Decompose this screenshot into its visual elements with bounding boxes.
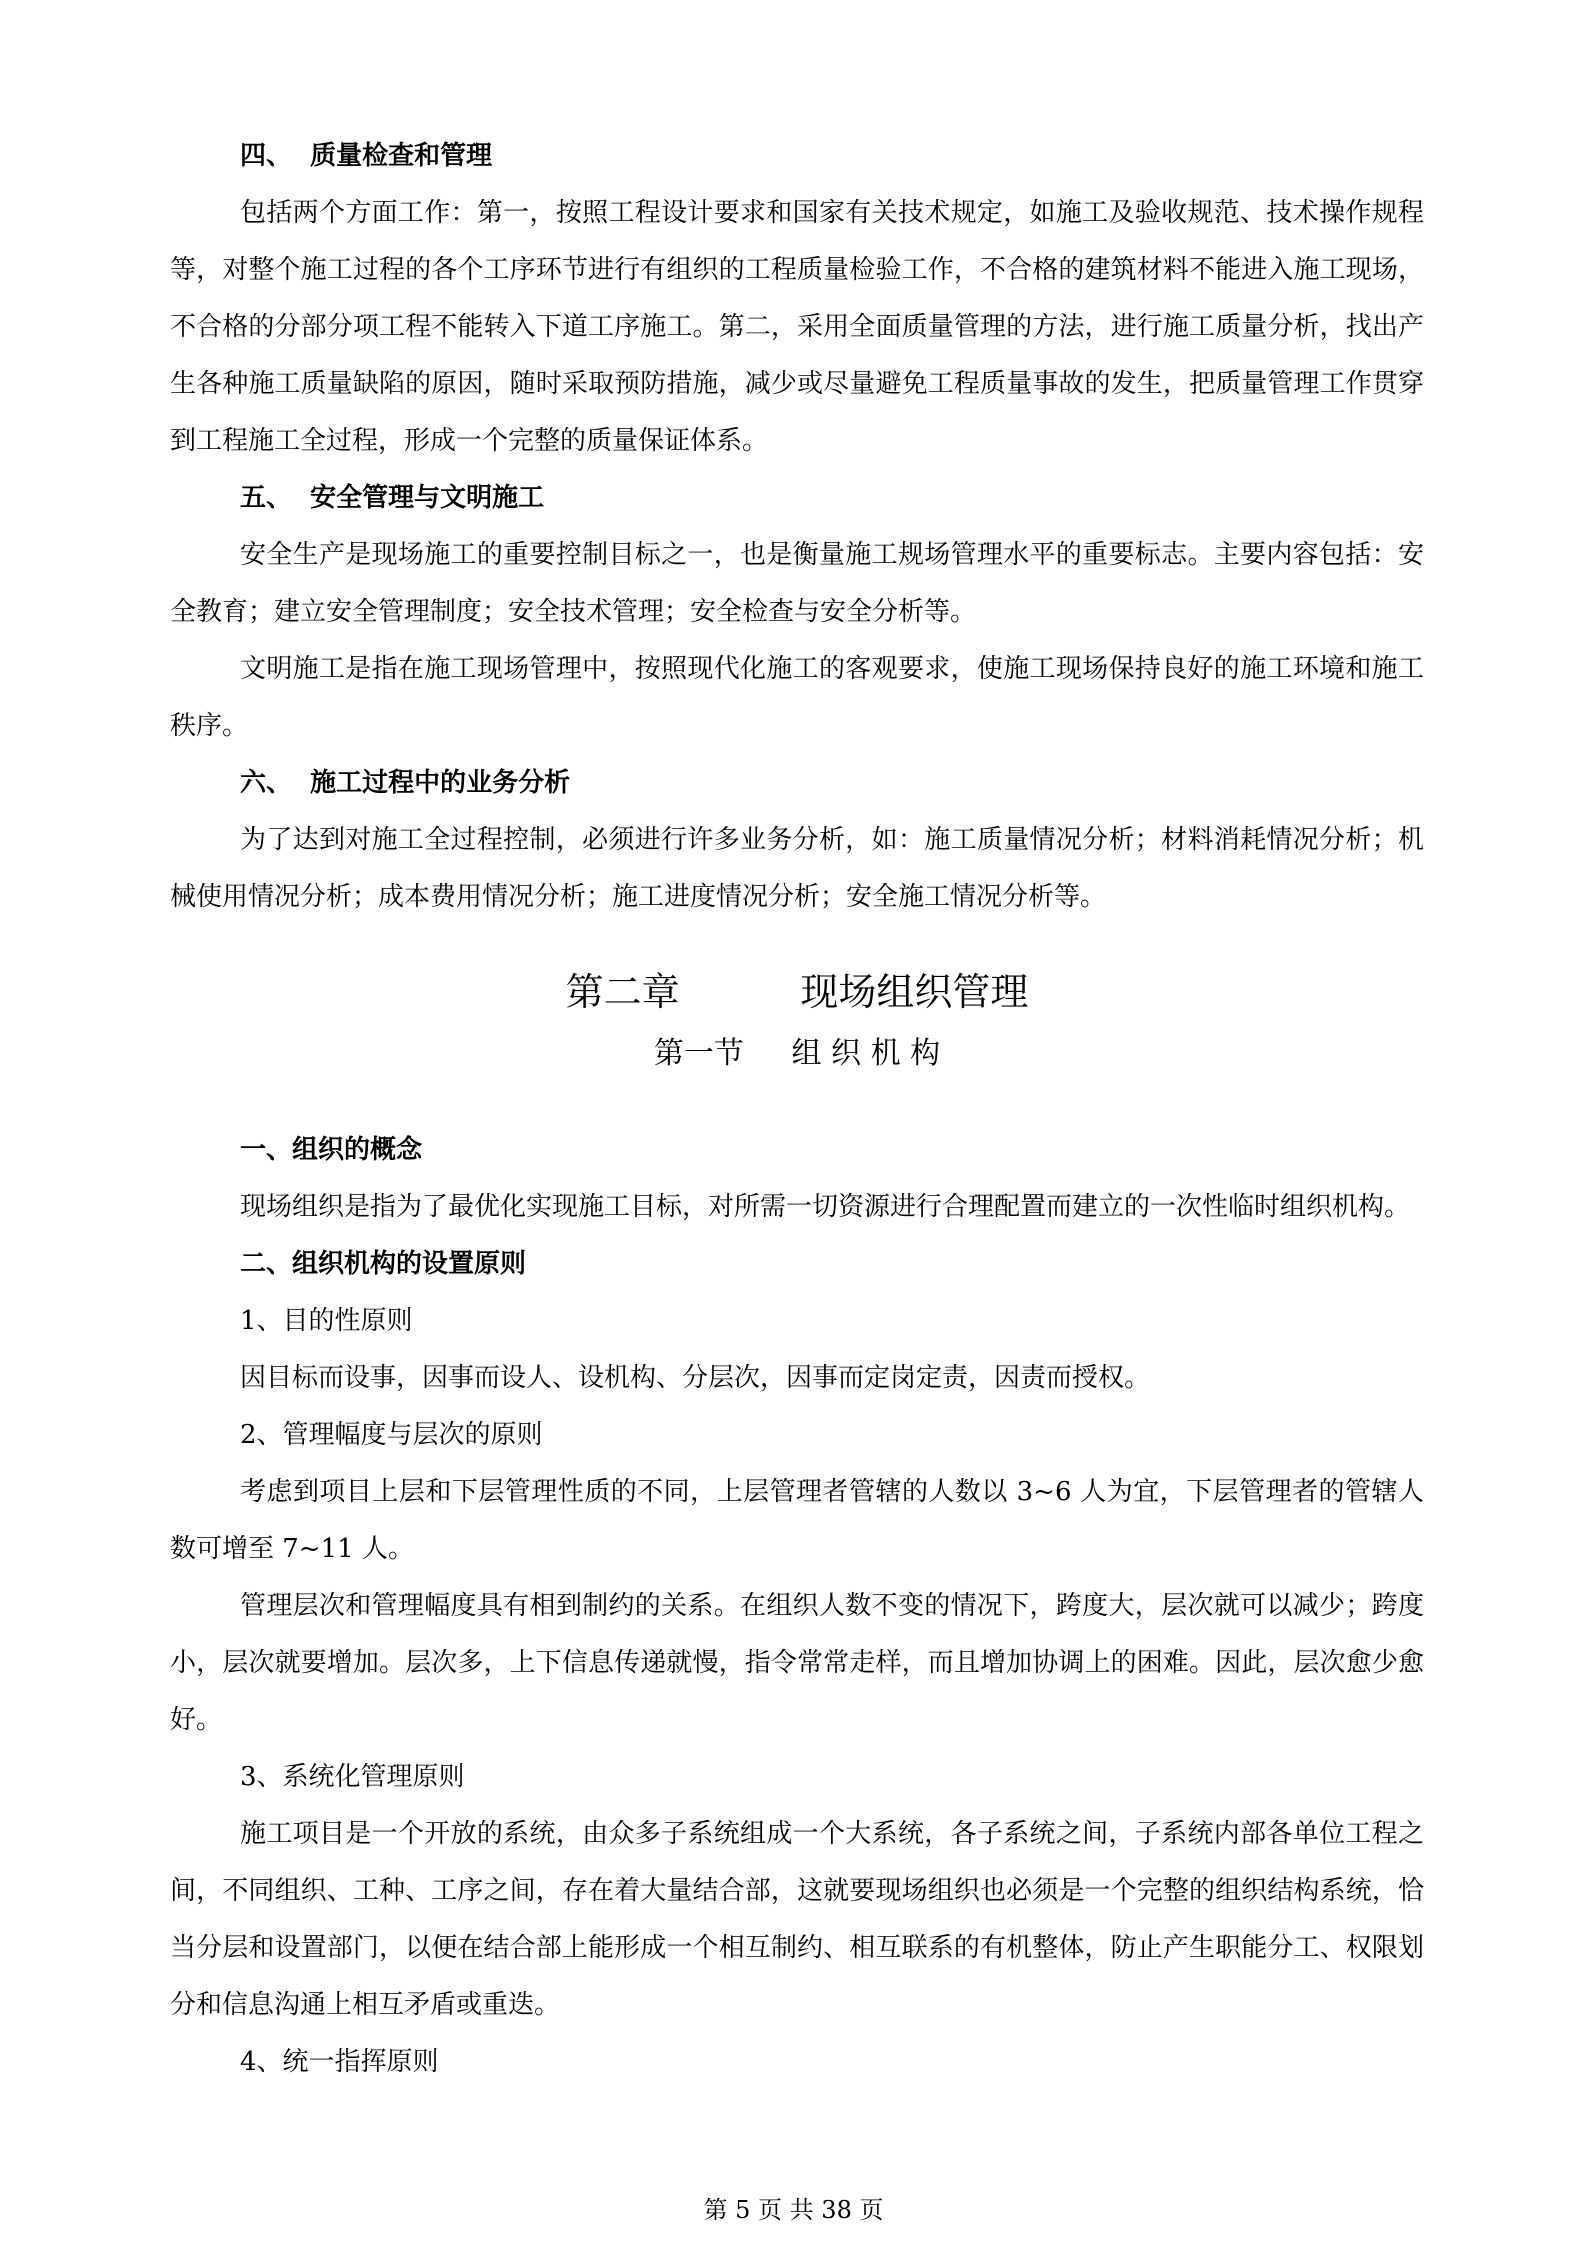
subheading-unified-command: 4、统一指挥原则 [240,2047,439,2077]
paragraph-civilized-construction: 文明施工是指在施工现场管理中，按照现代化施工的客观要求，使施工现场保持良好的施工环境和施工秩序。 [170,654,1424,741]
paragraph-system-principle: 施工项目是一个开放的系统，由众多子系统组成一个大系统，各子系统之间，子系统内部各单位工程之间，不同组织、工种、工序之间，存在着大量结合部，这就要现场组织也必须是一个完整的组织结构系统，恰当分层和设置部门，以便在结合部上能形成一个相互制约、相互联系的有机整体，防止产生职能分工、权限划分和信息沟通上相互矛盾或重迭。 [170,1819,1424,2020]
paragraph-business-analysis: 为了达到对施工全过程控制，必须进行许多业务分析，如：施工质量情况分析；材料消耗情况分析；机械使用情况分析；成本费用情况分析；施工进度情况分析；安全施工情况分析等。 [170,825,1424,912]
subheading-system-principle: 3、系统化管理原则 [240,1762,465,1792]
section-title: 第一节 组 织 机 构 [653,1036,941,1071]
heading-business-analysis: 六、 施工过程中的业务分析 [240,768,571,798]
paragraph-safety-production: 安全生产是现场施工的重要控制目标之一，也是衡量施工规场管理水平的重要标志。主要内容包括：安全教育；建立安全管理制度；安全技术管理；安全检查与安全分析等。 [170,540,1424,627]
subheading-span-level-principle: 2、管理幅度与层次的原则 [240,1420,543,1450]
chapter-title: 第二章 现场组织管理 [565,970,1029,1014]
heading-org-concept: 一、组织的概念 [240,1135,423,1165]
paragraph-purpose-principle: 因目标而设事，因事而设人、设机构、分层次，因事而定岗定责，因责而授权。 [240,1363,1151,1393]
subheading-purpose-principle: 1、目的性原则 [240,1306,413,1336]
heading-quality-inspection: 四、 质量检查和管理 [240,141,493,171]
page-footer: 第 5 页 共 38 页 [703,2196,884,2224]
heading-safety-management: 五、 安全管理与文明施工 [240,483,545,513]
paragraph-quality-inspection: 包括两个方面工作：第一，按照工程设计要求和国家有关技术规定，如施工及验收规范、技术操作规程等，对整个施工过程的各个工序环节进行有组织的工程质量检验工作，不合格的建筑材料不能进入施工现场，不合格的分部分项工程不能转入下道工序施工。第二，采用全面质量管理的方法，进行施工质量分析，找出产生各种施工质量缺陷的原因，随时采取预防措施，减少或尽量避免工程质量事故的发生，把质量管理工作贯穿到工程施工全过程，形成一个完整的质量保证体系。 [170,198,1424,456]
document-page [170,128,1424,2091]
paragraph-span-level-1: 考虑到项目上层和下层管理性质的不同，上层管理者管辖的人数以 3~6 人为宜，下层管理者的管辖人数可增至 7~11 人。 [170,1477,1424,1564]
heading-org-principles: 二、组织机构的设置原则 [240,1249,527,1279]
paragraph-span-level-2: 管理层次和管理幅度具有相到制约的关系。在组织人数不变的情况下，跨度大，层次就可以减少；跨度小，层次就要增加。层次多，上下信息传递就慢，指令常常走样，而且增加协调上的困难。因此，层次愈少愈好。 [170,1591,1424,1735]
paragraph-org-concept: 现场组织是指为了最优化实现施工目标，对所需一切资源进行合理配置而建立的一次性临时组织机构。 [240,1192,1411,1222]
